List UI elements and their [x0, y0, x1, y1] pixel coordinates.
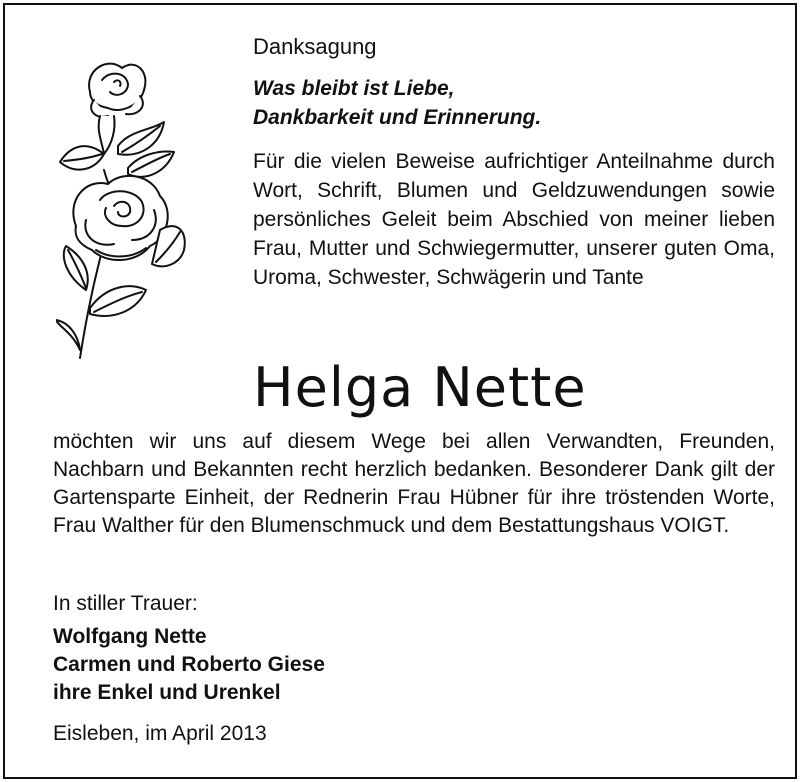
mourning-label: In stiller Trauer:: [53, 592, 198, 615]
signatory: Wolfgang Nette: [53, 625, 207, 648]
signatory: Carmen und Roberto Giese: [53, 653, 325, 676]
rose-icon: [56, 50, 191, 362]
motto-line-2: Dankbarkeit und Erinnerung.: [253, 106, 542, 129]
deceased-name: Helga Nette: [253, 356, 587, 419]
intro-paragraph: Für die vielen Beweise aufrichtiger Anteilnahme durch Wort, Schrift, Blumen und Geldzuwendungen sowie persönliches Geleit beim Abschied von meiner lieben Frau, Mutter und Schwiegermutter, unserer guten Oma, Uroma, Schwester, Schwägerin und Tante: [253, 150, 775, 289]
notice-heading: Danksagung: [253, 34, 377, 59]
place-date: Eisleben, im April 2013: [53, 722, 267, 745]
motto-line-1: Was bleibt ist Liebe,: [253, 77, 455, 100]
signatory: ihre Enkel und Urenkel: [53, 681, 281, 704]
thanks-paragraph: möchten wir uns auf diesem Wege bei allen Verwandten, Freunden, Nachbarn und Bekannten recht herzlich bedanken. Besonderer Dank gilt der Gartensparte Einheit, der Rednerin Frau Hübner für ihre tröstenden Worte, Frau Walther für den Blumenschmuck und dem Bestattungshaus VOIGT.: [53, 430, 775, 537]
